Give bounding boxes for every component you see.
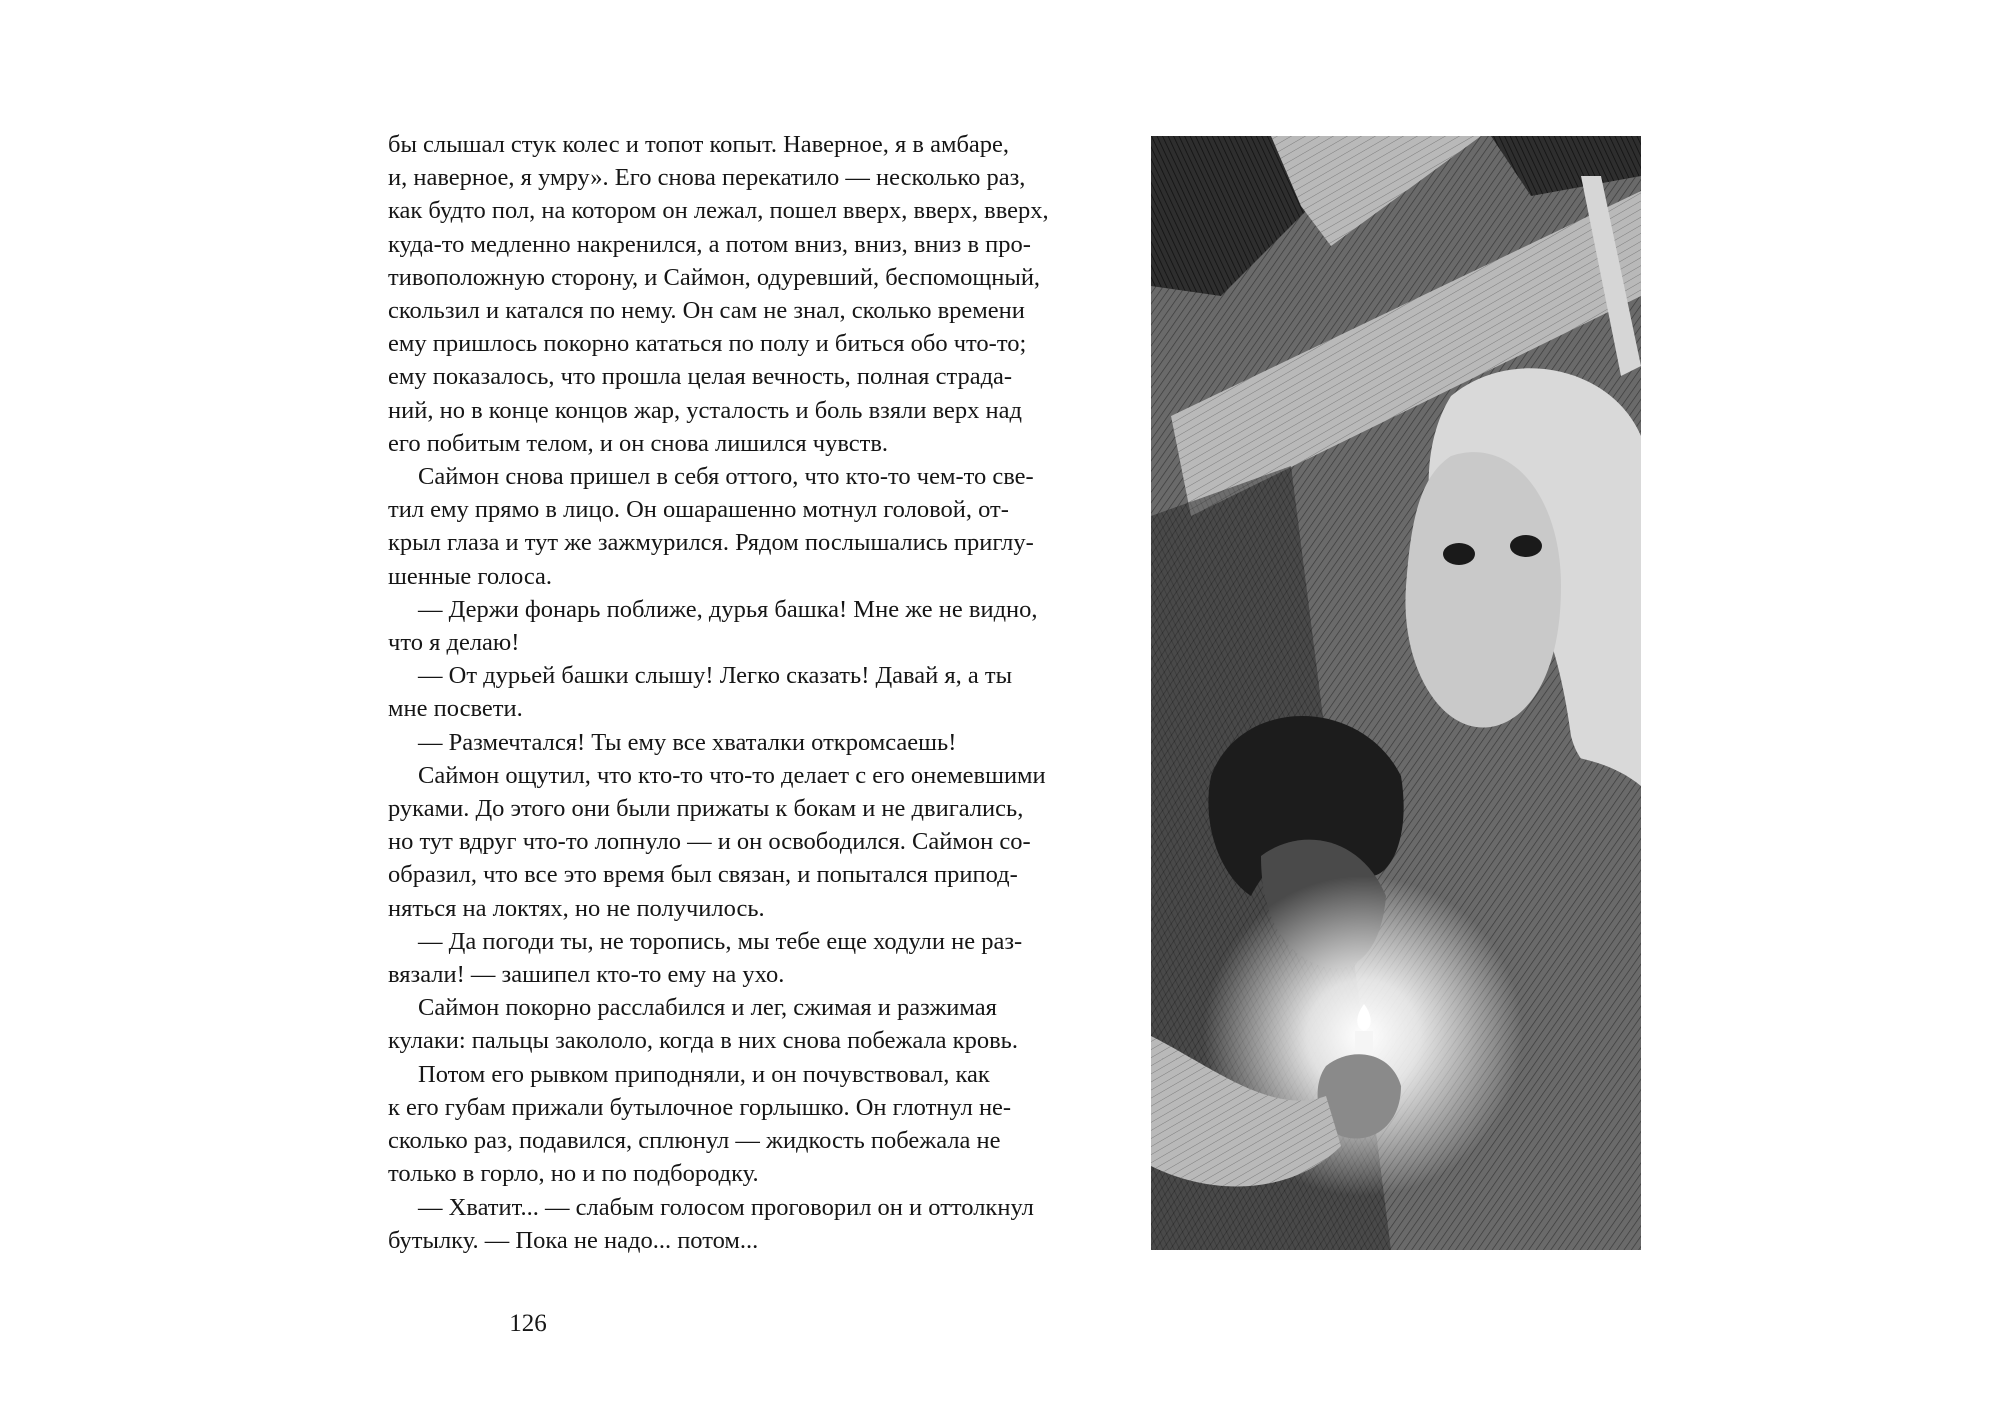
- text-line: Саймон ощутил, что кто-то что-то делает с его онемевшими: [418, 761, 1046, 789]
- text-line: тил ему прямо в лицо. Он ошарашенно мотнул головой, от-: [388, 496, 1009, 524]
- text-line: только в горло, но и по подбородку.: [388, 1160, 759, 1188]
- text-line: образил, что все это время был связан, и попытался припод-: [388, 861, 1018, 889]
- text-line: скользил и катался по нему. Он сам не знал, сколько времени: [388, 297, 1025, 325]
- text-line: крыл глаза и тут же зажмурился. Рядом послышались приглу-: [388, 529, 1034, 557]
- text-line: Саймон снова пришел в себя оттого, что кто-то чем-то све-: [418, 463, 1034, 491]
- page-number: 126: [509, 1310, 547, 1337]
- text-line: к его губам прижали бутылочное горлышко. Он глотнул не-: [388, 1093, 1012, 1121]
- text-line: кулаки: пальцы закололо, когда в них снова побежала кровь.: [388, 1027, 1018, 1055]
- girl-eye: [1510, 535, 1542, 557]
- text-line: его побитым телом, и он снова лишился чувств.: [388, 429, 889, 457]
- text-line: — Размечтался! Ты ему все хваталки откромсаешь!: [418, 728, 957, 756]
- text-line: но тут вдруг что-то лопнуло — и он освободился. Саймон со-: [388, 828, 1031, 856]
- text-line: руками. До этого они были прижаты к бокам и не двигались,: [388, 795, 1024, 823]
- girl-face: [1405, 452, 1561, 727]
- text-line: шенные голоса.: [388, 562, 553, 590]
- text-line: ний, но в конце концов жар, усталость и боль взяли верх над: [388, 396, 1022, 424]
- text-line: куда-то медленно накренился, а потом вниз, вниз, вниз в про-: [388, 230, 1031, 258]
- text-line: как будто пол, на котором он лежал, пошел вверх, вверх, вверх,: [388, 197, 1049, 225]
- text-line: бутылку. — Пока не надо... потом...: [388, 1226, 759, 1254]
- girl-eye: [1443, 543, 1475, 565]
- text-line: Потом его рывком приподняли, и он почувствовал, как: [418, 1060, 990, 1088]
- text-line: няться на локтях, но не получилось.: [388, 894, 765, 922]
- text-line: — От дурьей башки слышу! Легко сказать! Давай я, а ты: [418, 662, 1013, 690]
- text-line: — Да погоди ты, не торопись, мы тебе еще ходули не раз-: [418, 927, 1023, 955]
- text-line: что я делаю!: [388, 629, 520, 657]
- text-line: и, наверное, я умру». Его снова перекатило — несколько раз,: [388, 164, 1026, 192]
- text-line: тивоположную сторону, и Саймон, одуревший, беспомощный,: [388, 263, 1041, 291]
- text-line: Саймон покорно расслабился и лег, сжимая и разжимая: [418, 994, 997, 1022]
- body-text: [388, 128, 1049, 1257]
- text-line: ему пришлось покорно кататься по полу и биться обо что-то;: [388, 330, 1027, 358]
- text-line: — Держи фонарь поближе, дурья башка! Мне же не видно,: [418, 595, 1038, 623]
- text-line: ему показалось, что прошла целая вечность, полная страда-: [388, 363, 1013, 391]
- illustration-children-with-candle: [1151, 136, 1641, 1250]
- text-line: мне посвети.: [388, 695, 523, 723]
- text-line: вязали! — зашипел кто-то ему на ухо.: [388, 961, 785, 989]
- text-line: — Хватит... — слабым голосом проговорил он и оттолкнул: [418, 1193, 1034, 1221]
- text-line: сколько раз, подавился, сплюнул — жидкость побежала не: [388, 1127, 1001, 1155]
- text-line: бы слышал стук колес и топот копыт. Наверное, я в амбаре,: [388, 131, 1010, 158]
